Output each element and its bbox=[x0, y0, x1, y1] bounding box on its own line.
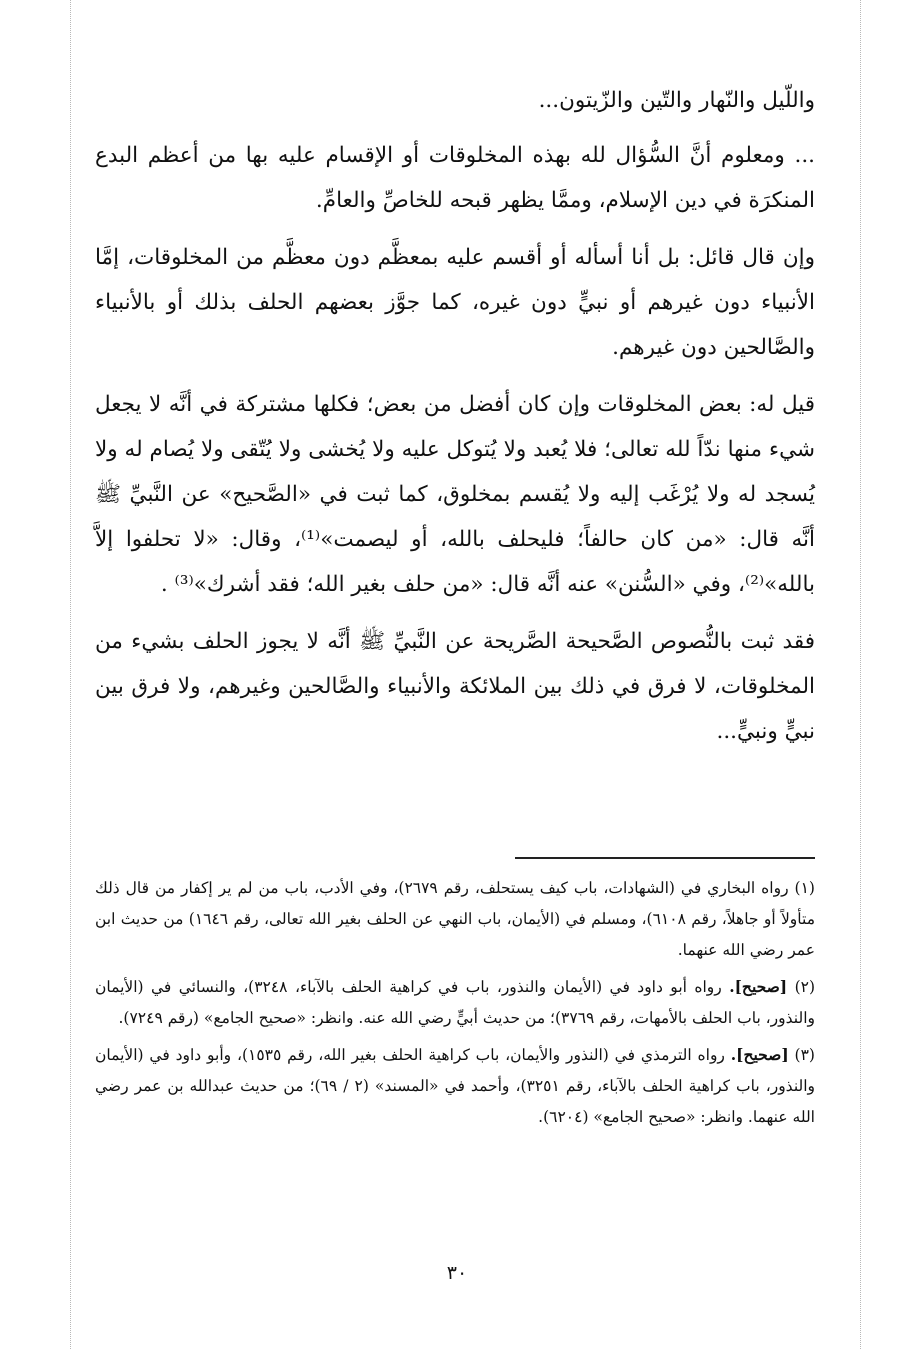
footnote-1-number: (١) bbox=[794, 879, 815, 897]
footnote-3 bbox=[95, 1039, 815, 1133]
footnote-3-text: رواه الترمذي في (النذور والأيمان، باب كراهية الحلف بغير الله، رقم ١٥٣٥)، وأبو داود في (الأيمان والنذور، باب كراهية الحلف بالآباء، رقم ٣٢٥١)، وأحمد في «المسند» (٢ / ٦٩)؛ من حديث عبدالله بن عمر رضي الله عنهما. وانظر: «صحيح الجامع» (٦٢٠٤). bbox=[95, 1046, 816, 1126]
footnote-3-number: (٣) bbox=[794, 1046, 815, 1064]
paragraph-4: قيل له: بعض المخلوقات وإن كان أفضل من بعض؛ فكلها مشتركة في أنَّه لا يجعل شيء منها ندّاً لله تعالى؛ فلا يُعبد ولا يُتوكل عليه ولا يُخشى ولا يُتّقى ولا يُصام له ولا يُسجد له ولا يُرْغَب إليه ولا يُقسم بمخلوق، كما ثبت في «الصَّحيح» عن النَّبيِّ ﷺ أنَّه قال: «من كان حالفاً؛ فليحلف بالله، أو ليصمت»⁽¹⁾، وقال: «لا تحلفوا إلاَّ بالله»⁽²⁾، وفي «السُّنن» عنه أنَّه قال: «من حلف بغير الله؛ فقد أشرك»⁽³⁾ . bbox=[95, 392, 815, 597]
footnotes bbox=[95, 873, 815, 1138]
main-text bbox=[95, 78, 815, 766]
footnote-1-text: رواه البخاري في (الشهادات، باب كيف يستحلف، رقم ٢٦٧٩)، وفي الأدب، باب من لم ير إكفار من قال ذلك متأولاً أو جاهلاً، رقم ٦١٠٨)، ومسلم في (الأيمان، باب النهي عن الحلف بغير الله تعالى، رقم ١٦٤٦) من حديث ابن عمر رضي الله عنهما. bbox=[95, 879, 815, 959]
paragraph-2: ... ومعلوم أنَّ السُّؤال لله بهذه المخلوقات أو الإقسام عليه بها من أعظم البدع المنكرَة في دين الإسلام، وممَّا يظهر قبحه للخاصِّ والعامِّ. bbox=[95, 143, 815, 213]
footnote-3-grade: [صحيح]. bbox=[730, 1045, 789, 1064]
footnote-2-grade: [صحيح]. bbox=[729, 977, 788, 996]
footnote-2 bbox=[95, 971, 815, 1034]
scan-edge-left bbox=[70, 0, 71, 1349]
page-number: ٣٠ bbox=[446, 1262, 468, 1284]
scan-edge-right bbox=[860, 0, 861, 1349]
footnote-2-text: رواه أبو داود في (الأيمان والنذور، باب في كراهية الحلف بالآباء، ٣٢٤٨)، والنسائي في (الأيمان والنذور، باب الحلف بالأمهات، رقم ٣٧٦٩)؛ من حديث أبيٍّ رضي الله عنه. وانظر: «صحيح الجامع» (رقم ٧٢٤٩). bbox=[95, 978, 815, 1027]
footnote-separator bbox=[515, 857, 815, 859]
paragraph-3: وإن قال قائل: بل أنا أسأله أو أقسم عليه بمعظَّم دون معظَّم من المخلوقات، إمَّا الأنبياء دون غيرهم أو نبيٍّ دون غيره، كما جوَّز بعضهم الحلف بذلك أو بالأنبياء والصَّالحين دون غيرهم. bbox=[95, 245, 815, 360]
footnote-1 bbox=[95, 873, 815, 966]
footnote-2-number: (٢) bbox=[794, 978, 816, 996]
paragraph-1: واللّيل والنّهار والتّين والزّيتون... bbox=[538, 88, 815, 113]
paragraph-5: فقد ثبت بالنُّصوص الصَّحيحة الصَّريحة عن النَّبيِّ ﷺ أنَّه لا يجوز الحلف بشيء من المخلوقات، لا فرق في ذلك بين الملائكة والأنبياء والصَّالحين وغيرهم، ولا فرق بين نبيٍّ ونبيٍّ... bbox=[95, 629, 815, 744]
